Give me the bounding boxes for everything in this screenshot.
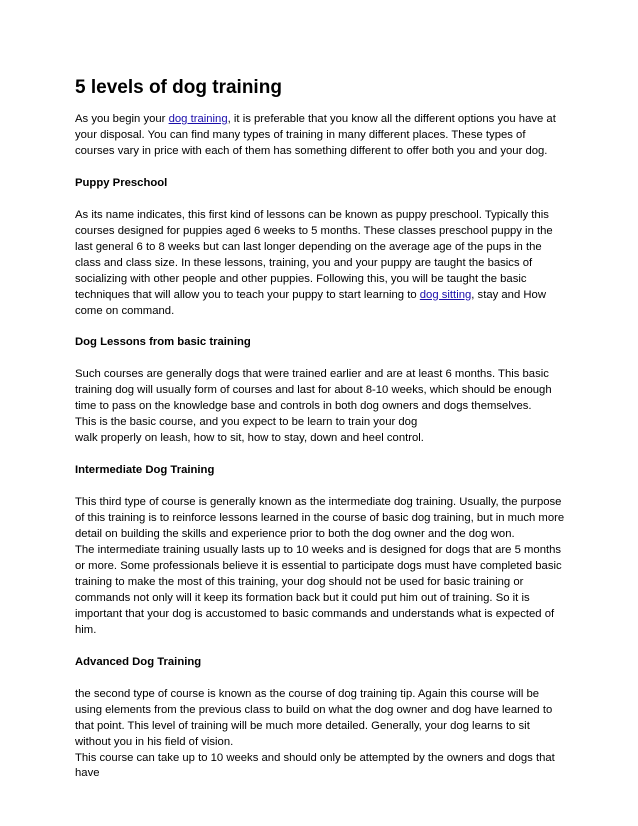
section-heading-basic-training: Dog Lessons from basic training bbox=[75, 336, 251, 349]
basic-training-paragraph-2: This is the basic course, and you expect to be learn to train your dog bbox=[75, 416, 418, 429]
intermediate-paragraph-2: The intermediate training usually lasts up to 10 weeks and is designed for dogs that are 5 months or more. Some professionals believe it is essential to participate dogs must have completed basic training to make the most of this training, your dog should not be used for basic training or commands not only will it keep its formation back but it could put him out of training. So it is important that your dog is accustomed to basic commands and understands what is expected of him. bbox=[75, 544, 562, 636]
document-page bbox=[75, 76, 565, 782]
basic-training-paragraph-1: Such courses are generally dogs that were trained earlier and are at least 6 months. This basic training dog will usually form of courses and last for about 8-10 weeks, which should be enough time to pass on the knowledge base and controls in both dog owners and dogs themselves. bbox=[75, 368, 552, 413]
intro-paragraph bbox=[75, 112, 565, 160]
puppy-text-start: As its name indicates, this first kind of lessons can be known as puppy preschool. Typically this courses designed for puppies aged 6 weeks to 5 months. These classes preschool puppy in the last general 6 to 8 weeks but can last longer depending on the average age of the pups in the class and class size. In these lessons, training, you and your puppy are taught the basics of socializing with other people and other puppies. Following this, you will be taught the basic techniques that will allow you to teach your puppy to start learning to bbox=[75, 208, 553, 301]
puppy-preschool-paragraph bbox=[75, 208, 565, 320]
intro-text-end: , it is preferable that you know all the different options you have at your disposal. You can find many types of training in many different places. These types of courses vary in price with each of them has something different to offer both you and your dog. bbox=[75, 113, 556, 157]
section-heading-puppy-preschool: Puppy Preschool bbox=[75, 176, 168, 189]
intro-text-start: As you begin your bbox=[75, 113, 169, 125]
section-heading-intermediate: Intermediate Dog Training bbox=[75, 464, 215, 477]
advanced-paragraph-2: This course can take up to 10 weeks and should only be attempted by the owners and dogs that have bbox=[75, 751, 555, 780]
intermediate-paragraph-1: This third type of course is generally known as the intermediate dog training. Usually, the purpose of this training is to reinforce lessons learned in the course of basic dog training, but in much more detail on building the skills and experience prior to both the dog owner and the dog won. bbox=[75, 496, 565, 541]
dog-sitting-link[interactable]: dog sitting bbox=[419, 288, 472, 301]
puppy-text-end: , stay and How come on command. bbox=[75, 288, 546, 317]
document-title: 5 levels of dog training bbox=[75, 77, 282, 98]
basic-training-paragraph-3: walk properly on leash, how to sit, how to stay, down and heel control. bbox=[75, 432, 424, 445]
dog-training-link[interactable]: dog training bbox=[168, 113, 228, 125]
advanced-paragraph-1: the second type of course is known as the course of dog training tip. Again this course will be using elements from the previous class to build on what the dog owner and dog have learned to that point. This level of training will be much more detailed. Generally, your dog learns to sit without you in his field of vision. bbox=[75, 687, 553, 748]
section-heading-advanced: Advanced Dog Training bbox=[75, 655, 202, 668]
